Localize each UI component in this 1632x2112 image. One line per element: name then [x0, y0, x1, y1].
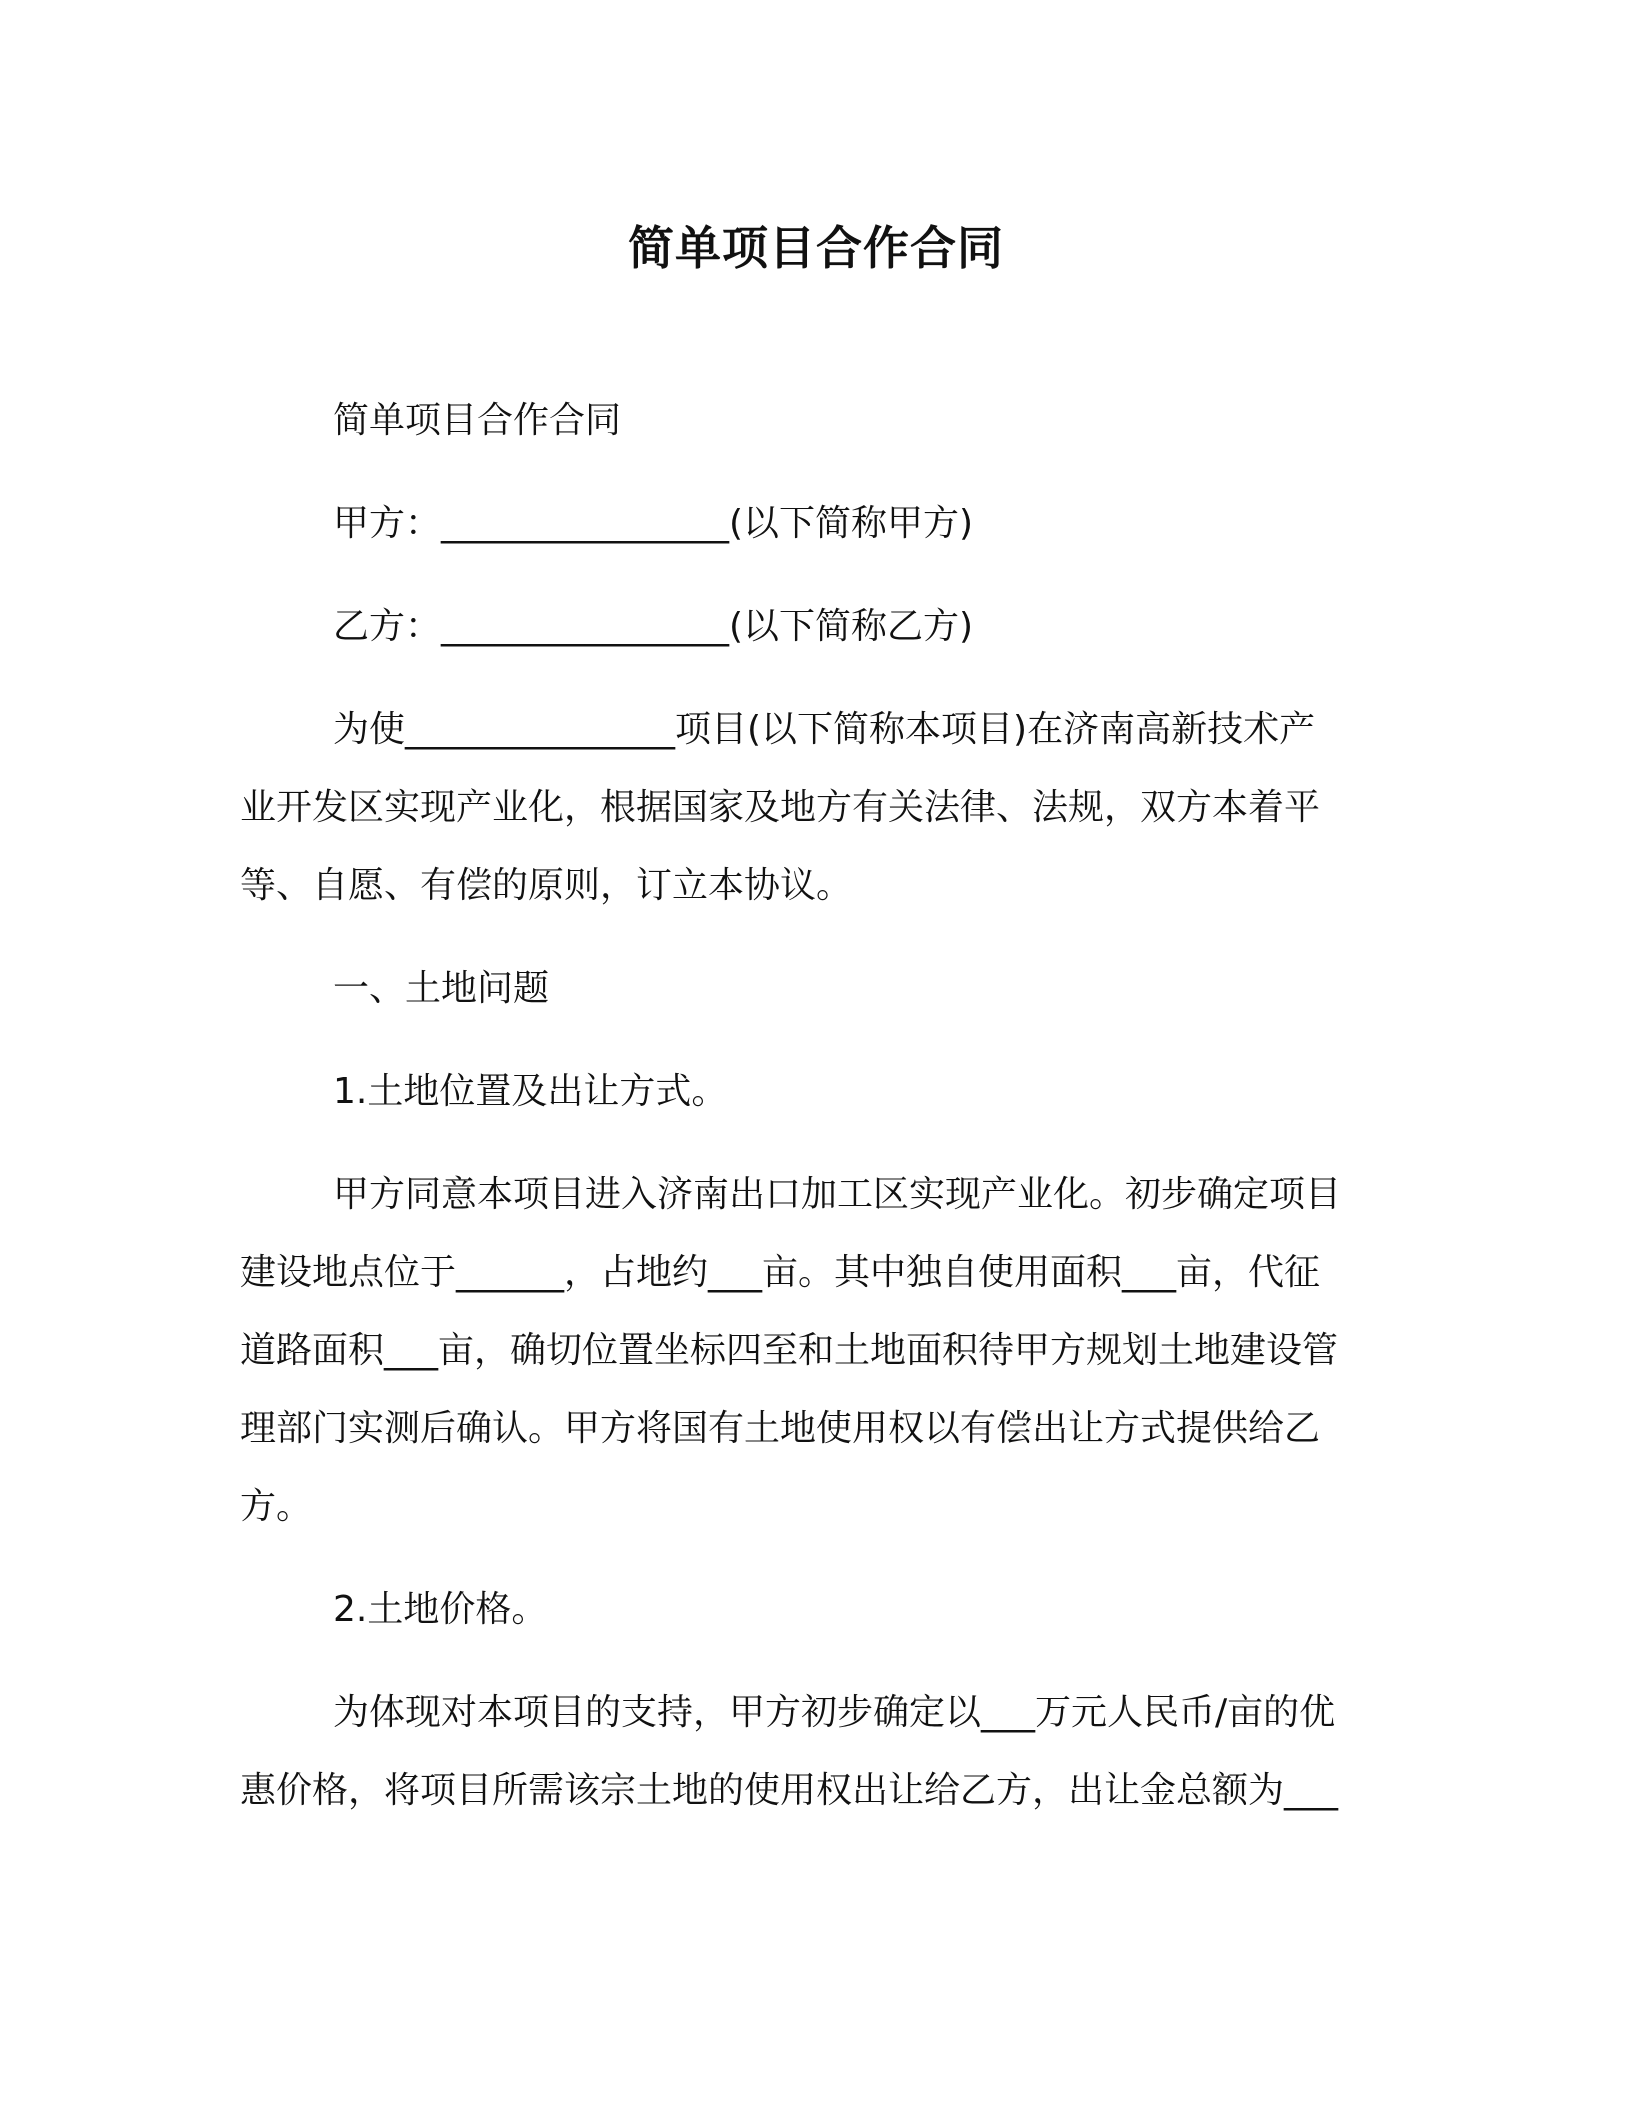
party-b-line: 乙方：________________(以下简称乙方)	[333, 606, 974, 647]
contract-subtitle: 简单项目合作合同	[333, 400, 622, 441]
clause-body-line: 道路面积___亩，确切位置坐标四至和土地面积待甲方规划土地建设管	[240, 1330, 1339, 1371]
clause-heading: 1.土地位置及出让方式。	[333, 1071, 728, 1112]
clause-body-line: 为体现对本项目的支持，甲方初步确定以___万元人民币/亩的优	[333, 1692, 1336, 1733]
preamble-line: 为使_______________项目(以下简称本项目)在济南高新技术产	[333, 709, 1316, 750]
document-title: 简单项目合作合同	[628, 221, 1004, 275]
preamble-line: 等、自愿、有偿的原则，订立本协议。	[240, 865, 853, 906]
clause-body-line: 理部门实测后确认。甲方将国有土地使用权以有偿出让方式提供给乙	[240, 1408, 1321, 1449]
section-heading: 一、土地问题	[333, 968, 550, 1009]
party-a-line: 甲方：________________(以下简称甲方)	[333, 503, 974, 544]
clause-body-line: 惠价格，将项目所需该宗土地的使用权出让给乙方，出让金总额为___	[240, 1770, 1339, 1811]
preamble-line: 业开发区实现产业化，根据国家及地方有关法律、法规，双方本着平	[240, 787, 1321, 828]
clause-heading: 2.土地价格。	[333, 1589, 548, 1630]
clause-body-line: 建设地点位于______，占地约___亩。其中独自使用面积___亩，代征	[240, 1252, 1321, 1293]
clause-body-line: 方。	[240, 1486, 313, 1527]
clause-body-line: 甲方同意本项目进入济南出口加工区实现产业化。初步确定项目	[333, 1174, 1342, 1215]
